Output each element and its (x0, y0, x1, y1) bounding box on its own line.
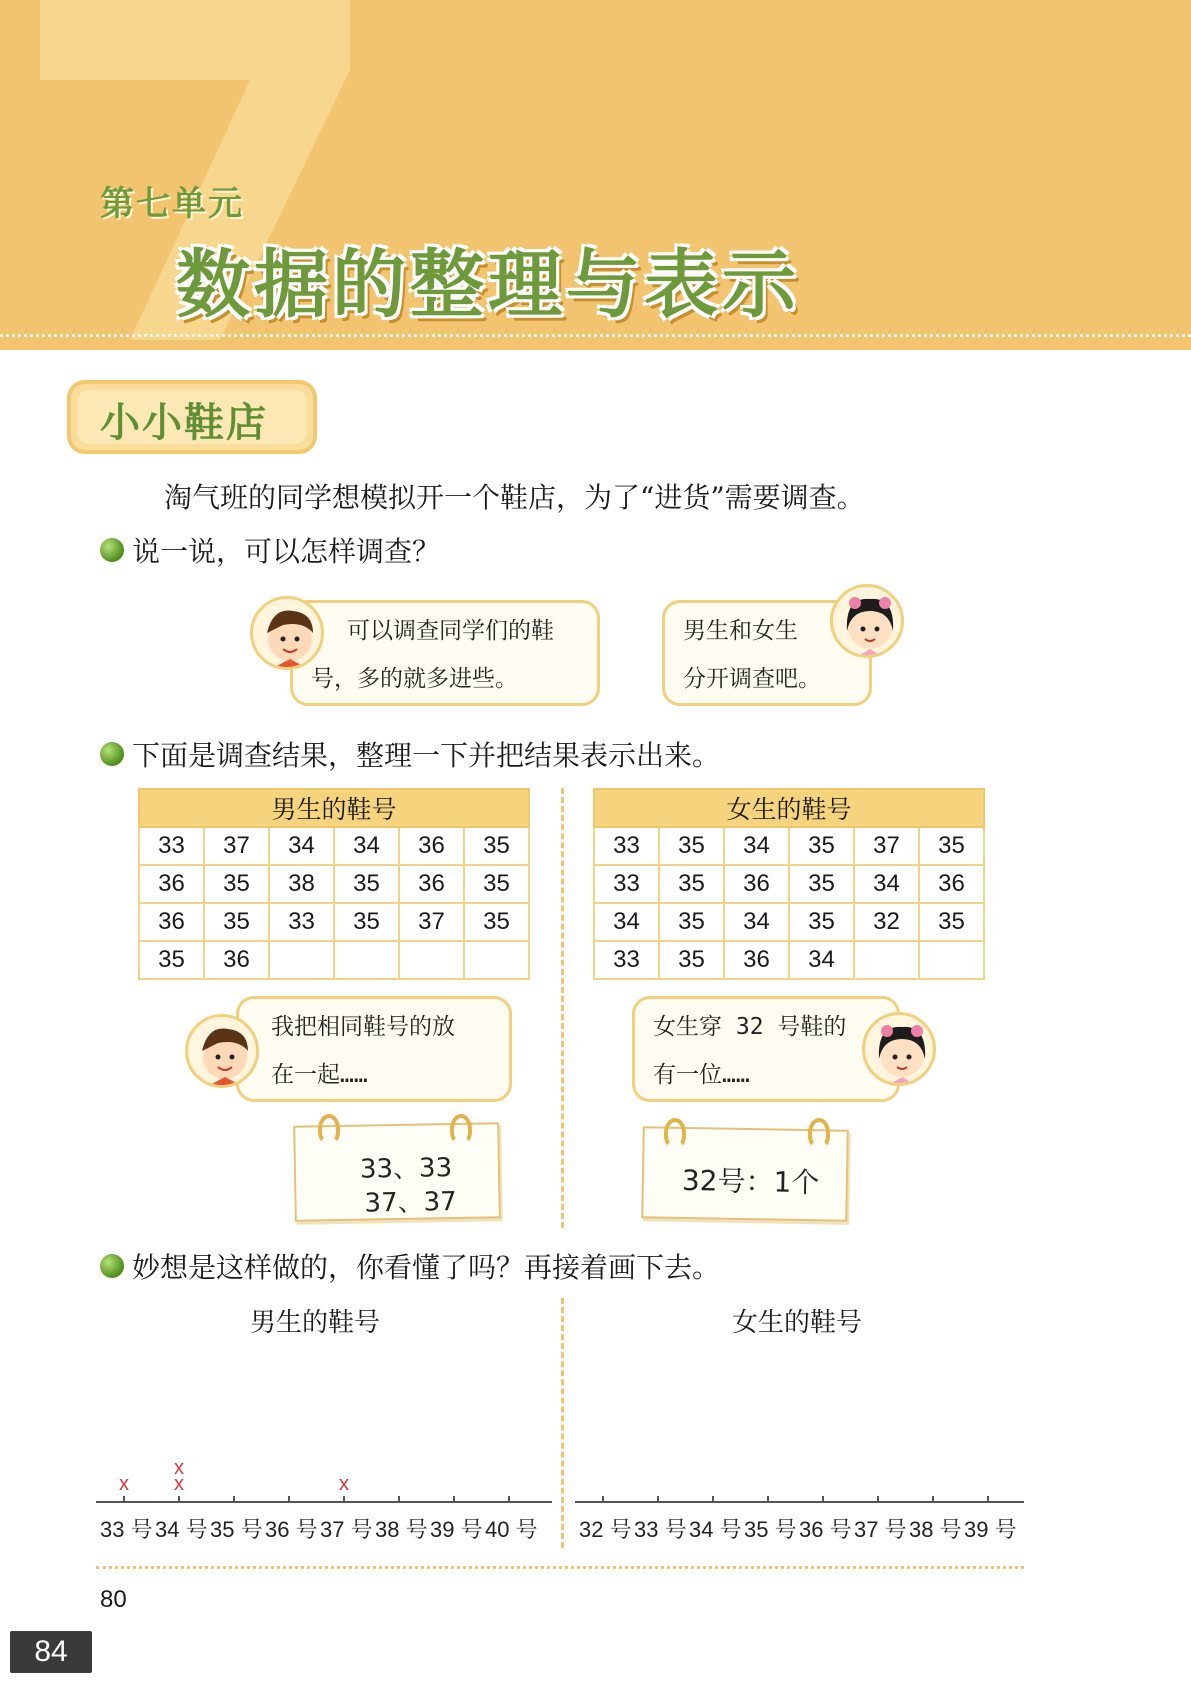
note-ring-icon (808, 1118, 830, 1148)
table-cell (334, 941, 399, 979)
table-cell: 34 (789, 941, 854, 979)
table-cell: 36 (724, 941, 789, 979)
tick-label: 39 号 (430, 1517, 483, 1542)
table-cell: 33 (594, 941, 659, 979)
bubble-line: 在一起…… (271, 1062, 368, 1088)
table-cell: 32 (854, 903, 919, 941)
table-row (139, 941, 529, 979)
lesson-intro: 淘气班的同学想模拟开一个鞋店，为了“进货”需要调查。 (164, 481, 865, 514)
bullet-icon (100, 742, 124, 766)
girls-shoe-size-table (593, 788, 985, 980)
girl-speech-bubble-2 (632, 996, 900, 1102)
table-cell: 33 (594, 865, 659, 903)
note-ring-icon (450, 1114, 472, 1144)
table-cell: 35 (464, 827, 529, 865)
data-point-marker: x (119, 1473, 129, 1495)
table-cell: 35 (334, 865, 399, 903)
tick-label: 40 号 (485, 1517, 538, 1542)
table-cell (464, 941, 529, 979)
table-cell: 35 (204, 865, 269, 903)
table-cell: 34 (334, 827, 399, 865)
table-row (594, 903, 984, 941)
tick-label: 35 号 (210, 1517, 263, 1542)
table-row (139, 903, 529, 941)
table-cell: 35 (464, 903, 529, 941)
table-row (594, 941, 984, 979)
tick-label: 37 号 (320, 1517, 373, 1542)
data-point-marker: x (174, 1473, 184, 1495)
table-cell: 33 (139, 827, 204, 865)
table-cell: 35 (659, 865, 724, 903)
note-line: 32号：1个 (681, 1163, 820, 1200)
table-cell: 35 (204, 903, 269, 941)
boy-avatar (250, 596, 324, 670)
unit-title: 数据的整理与表示 (176, 242, 800, 328)
boys-chart-title: 男生的鞋号 (250, 1308, 381, 1338)
note-ring-icon (664, 1118, 686, 1148)
table-cell (399, 941, 464, 979)
data-point-marker: x (339, 1473, 349, 1495)
table-cell: 36 (919, 865, 984, 903)
bullet-icon (100, 1254, 124, 1278)
table-cell (854, 941, 919, 979)
table-row (139, 827, 529, 865)
page-number: 80 (100, 1586, 127, 1613)
table-title: 女生的鞋号 (594, 789, 984, 827)
bubble-line: 男生和女生 (683, 618, 798, 644)
table-cell: 34 (594, 903, 659, 941)
tick-label: 37 号 (854, 1517, 907, 1542)
tick-label: 36 号 (265, 1517, 318, 1542)
question-2-text: 下面是调查结果，整理一下并把结果表示出来。 (132, 739, 721, 772)
shoe-size-line-plots (0, 1440, 1191, 1520)
table-cell: 34 (854, 865, 919, 903)
boy-speech-bubble-2 (236, 996, 512, 1102)
table-cell: 38 (269, 865, 334, 903)
lesson-title: 小小鞋店 (100, 400, 268, 446)
table-cell: 34 (724, 827, 789, 865)
table-cell: 35 (659, 941, 724, 979)
table-cell: 37 (854, 827, 919, 865)
tick-label: 34 号 (155, 1517, 208, 1542)
table-cell: 36 (399, 827, 464, 865)
tick-label: 38 号 (909, 1517, 962, 1542)
bubble-line: 分开调查吧。 (683, 666, 821, 692)
table-cell: 37 (399, 903, 464, 941)
question-2 (100, 734, 720, 774)
note-ring-icon (318, 1114, 340, 1144)
table-cell: 35 (659, 827, 724, 865)
tick-label: 32 号 (579, 1517, 632, 1542)
bullet-icon (100, 538, 124, 562)
section-divider (561, 788, 564, 1228)
table-cell: 35 (789, 903, 854, 941)
table-title: 男生的鞋号 (139, 789, 529, 827)
table-cell: 36 (204, 941, 269, 979)
girl-avatar (830, 584, 904, 658)
table-cell: 36 (399, 865, 464, 903)
table-cell: 35 (789, 865, 854, 903)
header-divider (0, 334, 1191, 337)
table-cell: 35 (334, 903, 399, 941)
girls-chart-title: 女生的鞋号 (732, 1308, 863, 1338)
boy-avatar (185, 1014, 259, 1088)
table-cell: 35 (659, 903, 724, 941)
table-cell: 34 (269, 827, 334, 865)
question-1-text: 说一说，可以怎样调查？ (132, 535, 441, 568)
note-line: 33、33 (359, 1153, 453, 1185)
table-cell: 35 (919, 903, 984, 941)
boy-speech-bubble-1 (290, 600, 600, 706)
girl-avatar (862, 1012, 936, 1086)
tick-label: 34 号 (689, 1517, 742, 1542)
bubble-line: 有一位…… (653, 1062, 750, 1088)
question-3-text: 妙想是这样做的，你看懂了吗？再接着画下去。 (132, 1251, 721, 1284)
data-point-marker: x (174, 1457, 184, 1479)
table-cell: 35 (464, 865, 529, 903)
question-1 (100, 530, 440, 570)
bubble-line: 我把相同鞋号的放 (271, 1014, 455, 1040)
unit-label: 第七单元 (100, 184, 244, 224)
table-cell: 36 (139, 865, 204, 903)
book-page-number: 84 (10, 1631, 92, 1673)
note-line: 37、37 (364, 1186, 457, 1219)
table-cell: 35 (919, 827, 984, 865)
table-cell: 33 (594, 827, 659, 865)
boys-shoe-size-table (138, 788, 530, 980)
table-cell: 33 (269, 903, 334, 941)
table-row (594, 827, 984, 865)
bubble-line: 可以调查同学们的鞋 (347, 618, 554, 644)
tick-label: 33 号 (634, 1517, 687, 1542)
footer-divider (96, 1566, 1024, 1569)
table-cell: 34 (724, 903, 789, 941)
tick-label: 33 号 (100, 1517, 153, 1542)
table-cell (919, 941, 984, 979)
table-cell: 36 (139, 903, 204, 941)
tick-label: 38 号 (375, 1517, 428, 1542)
table-cell: 37 (204, 827, 269, 865)
table-cell: 35 (789, 827, 854, 865)
tick-label: 36 号 (799, 1517, 852, 1542)
bubble-line: 女生穿 32 号鞋的 (653, 1014, 847, 1040)
table-cell: 36 (724, 865, 789, 903)
table-cell (269, 941, 334, 979)
table-cell: 35 (139, 941, 204, 979)
tick-label: 35 号 (744, 1517, 797, 1542)
tick-label: 39 号 (964, 1517, 1017, 1542)
table-row (594, 865, 984, 903)
bubble-line: 号，多的就多进些。 (311, 666, 518, 692)
table-row (139, 865, 529, 903)
question-3 (100, 1246, 720, 1286)
